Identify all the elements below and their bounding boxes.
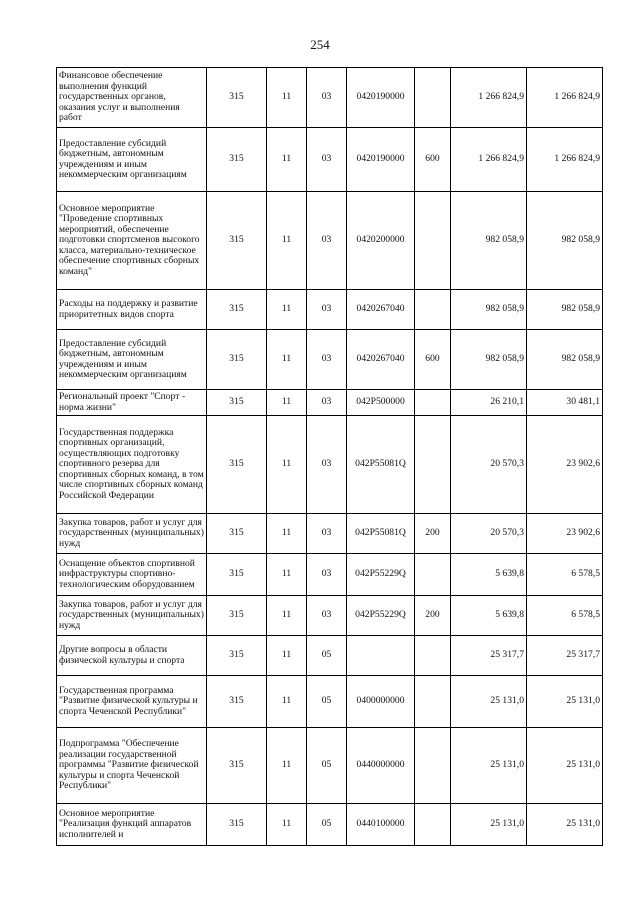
ministry-code: 315 [207,192,267,290]
section-code: 11 [267,192,307,290]
amount-year-2: 982 058,9 [527,330,603,390]
expense-type-code: 600 [415,128,451,192]
section-code: 11 [267,728,307,804]
section-code: 11 [267,390,307,416]
section-code: 11 [267,676,307,728]
amount-year-1: 25 131,0 [451,804,527,846]
ministry-code: 315 [207,804,267,846]
table-row [57,554,603,596]
row-name: Закупка товаров, работ и услуг для государственных (муниципальных) нужд [57,514,207,554]
amount-year-2: 25 317,7 [527,636,603,676]
expense-type-code [415,676,451,728]
ministry-code: 315 [207,330,267,390]
section-code: 11 [267,416,307,514]
expense-type-code: 200 [415,596,451,636]
subsection-code: 05 [307,804,347,846]
subsection-code: 03 [307,416,347,514]
amount-year-2: 25 131,0 [527,676,603,728]
target-article-code: 0420267040 [347,330,415,390]
amount-year-2: 23 902,6 [527,416,603,514]
expense-type-code [415,636,451,676]
subsection-code: 03 [307,192,347,290]
target-article-code: 042P55229Q [347,554,415,596]
subsection-code: 03 [307,128,347,192]
table-row [57,128,603,192]
target-article-code: 0420267040 [347,290,415,330]
target-article-code: 042P500000 [347,390,415,416]
table-row [57,390,603,416]
row-name: Предоставление субсидий бюджетным, автономным учреждениям и иным некоммерческим организациям [57,128,207,192]
ministry-code: 315 [207,636,267,676]
subsection-code: 05 [307,728,347,804]
amount-year-2: 25 131,0 [527,728,603,804]
amount-year-2: 1 266 824,9 [527,128,603,192]
table-row [57,804,603,846]
expense-type-code [415,192,451,290]
section-code: 11 [267,330,307,390]
amount-year-1: 25 131,0 [451,676,527,728]
amount-year-2: 30 481,1 [527,390,603,416]
amount-year-2: 6 578,5 [527,596,603,636]
target-article-code: 0440000000 [347,728,415,804]
amount-year-1: 5 639,8 [451,596,527,636]
amount-year-1: 25 317,7 [451,636,527,676]
amount-year-1: 20 570,3 [451,416,527,514]
subsection-code: 03 [307,554,347,596]
subsection-code: 03 [307,68,347,128]
section-code: 11 [267,290,307,330]
amount-year-1: 26 210,1 [451,390,527,416]
target-article-code: 0400000000 [347,676,415,728]
ministry-code: 315 [207,390,267,416]
amount-year-1: 5 639,8 [451,554,527,596]
expense-type-code [415,68,451,128]
row-name: Подпрограмма "Обеспечение реализации государственной программы "Развитие физической культуры и спорта Чеченской Республики" [57,728,207,804]
table-row [57,68,603,128]
row-name: Другие вопросы в области физической культуры и спорта [57,636,207,676]
row-name: Оснащение объектов спортивной инфраструктуры спортивно-технологическим оборудованием [57,554,207,596]
target-article-code: 042P55229Q [347,596,415,636]
section-code: 11 [267,68,307,128]
page-number: 254 [310,37,330,52]
row-name: Государственная поддержка спортивных организаций, осуществляющих подготовку спортивного резерва для спортивных сборных команд, в том числе спортивных сборных команд Российской Федерации [57,416,207,514]
section-code: 11 [267,128,307,192]
subsection-code: 03 [307,330,347,390]
row-name: Государственная программа "Развитие физической культуры и спорта Чеченской Республики" [57,676,207,728]
subsection-code: 03 [307,596,347,636]
amount-year-1: 982 058,9 [451,192,527,290]
expense-type-code [415,554,451,596]
amount-year-2: 982 058,9 [527,192,603,290]
expense-type-code [415,728,451,804]
table-row [57,596,603,636]
section-code: 11 [267,596,307,636]
expense-type-code: 600 [415,330,451,390]
table-row [57,636,603,676]
ministry-code: 315 [207,728,267,804]
table-row [57,330,603,390]
amount-year-2: 25 131,0 [527,804,603,846]
target-article-code: 042P55081Q [347,416,415,514]
table-row [57,728,603,804]
target-article-code [347,636,415,676]
section-code: 11 [267,804,307,846]
row-name: Основное мероприятие "Проведение спортивных мероприятий, обеспечение подготовки спортсменов высокого класса, материально-техническое обеспечение спортивных сборных команд" [57,192,207,290]
amount-year-1: 1 266 824,9 [451,128,527,192]
row-name: Финансовое обеспечение выполнения функций государственных органов, оказания услуг и выполнения работ [57,68,207,128]
expense-type-code [415,290,451,330]
amount-year-2: 1 266 824,9 [527,68,603,128]
amount-year-1: 20 570,3 [451,514,527,554]
subsection-code: 03 [307,290,347,330]
ministry-code: 315 [207,554,267,596]
expense-type-code [415,390,451,416]
ministry-code: 315 [207,290,267,330]
row-name: Предоставление субсидий бюджетным, автономным учреждениям и иным некоммерческим организациям [57,330,207,390]
subsection-code: 03 [307,514,347,554]
row-name: Расходы на поддержку и развитие приоритетных видов спорта [57,290,207,330]
amount-year-2: 23 902,6 [527,514,603,554]
budget-table [56,67,603,846]
section-code: 11 [267,514,307,554]
target-article-code: 0440100000 [347,804,415,846]
row-name: Региональный проект "Спорт - норма жизни" [57,390,207,416]
table-row [57,192,603,290]
amount-year-1: 25 131,0 [451,728,527,804]
amount-year-1: 982 058,9 [451,330,527,390]
row-name: Основное мероприятие "Реализация функций аппаратов исполнителей и [57,804,207,846]
table-row [57,290,603,330]
subsection-code: 05 [307,676,347,728]
amount-year-1: 1 266 824,9 [451,68,527,128]
amount-year-2: 6 578,5 [527,554,603,596]
target-article-code: 0420190000 [347,128,415,192]
subsection-code: 05 [307,636,347,676]
ministry-code: 315 [207,128,267,192]
ministry-code: 315 [207,596,267,636]
amount-year-2: 982 058,9 [527,290,603,330]
expense-type-code [415,416,451,514]
table-row [57,676,603,728]
ministry-code: 315 [207,68,267,128]
target-article-code: 0420200000 [347,192,415,290]
section-code: 11 [267,636,307,676]
expense-type-code [415,804,451,846]
target-article-code: 042P55081Q [347,514,415,554]
ministry-code: 315 [207,514,267,554]
table-row [57,514,603,554]
ministry-code: 315 [207,676,267,728]
section-code: 11 [267,554,307,596]
amount-year-1: 982 058,9 [451,290,527,330]
expense-type-code: 200 [415,514,451,554]
row-name: Закупка товаров, работ и услуг для государственных (муниципальных) нужд [57,596,207,636]
target-article-code: 0420190000 [347,68,415,128]
ministry-code: 315 [207,416,267,514]
subsection-code: 03 [307,390,347,416]
table-row [57,416,603,514]
